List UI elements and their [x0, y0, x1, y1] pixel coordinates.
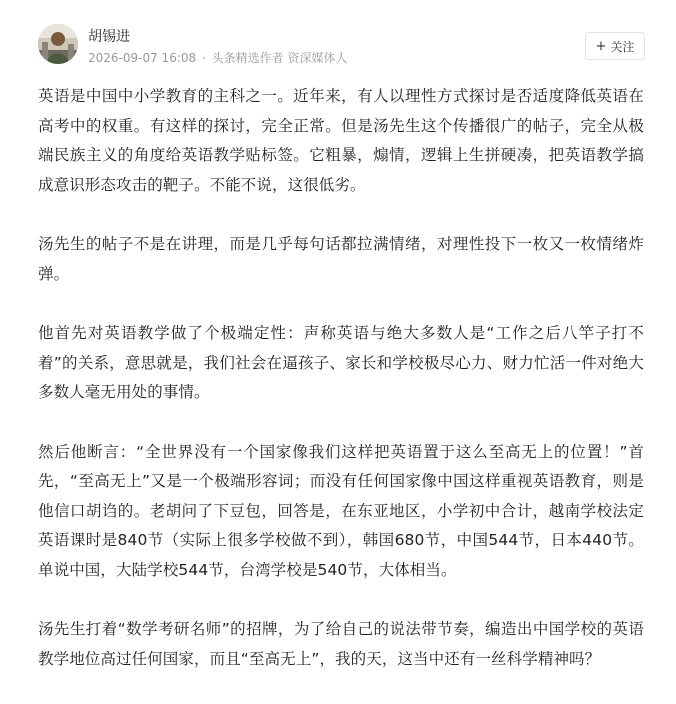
follow-label: 关注 — [610, 39, 635, 54]
article-paragraph: 汤先生的帖子不是在讲理，而是几乎每句话都拉满情绪，对理性投下一枚又一枚情绪炸弹。 — [38, 235, 644, 283]
publish-date: 2026-09-07 16:08 — [88, 51, 197, 65]
article-paragraph: 然后他断言：“全世界没有一个国家像我们这样把英语置于这么至高无上的位置！”首先，“至高无上”又是一个极端形容词；而没有任何国家像中国这样重视英语教育，则是他信口胡诌的。老胡问了下豆包，回答是，在东亚地区，小学初中合计，越南学校法定英语课时是840节（实际上很多学校做不到），韩国680节，中国544节，日本440节。单说中国，大陆学校544节，台湾学校是540节，大体相当。 — [38, 442, 644, 579]
meta-separator: · — [201, 51, 206, 65]
follow-button[interactable] — [585, 32, 645, 60]
article-paragraph: 汤先生打着“数学考研名师”的招牌，为了给自己的说法带节奏，编造出中国学校的英语教学地位高过任何国家，而且“至高无上”，我的天，这当中还有一丝科学精神吗？ — [38, 620, 644, 668]
article-meta — [88, 50, 347, 66]
author-tags: 头条精选作者 资深媒体人 — [211, 51, 348, 65]
plus-icon: + — [595, 38, 607, 54]
article-body — [38, 82, 644, 704]
article-paragraph: 他首先对英语教学做了个极端定性：声称英语与绝大多数人是“工作之后八竿子打不着”的关系，意思就是，我们社会在逼孩子、家长和学校极尽心力、财力忙活一件对绝大多数人毫无用处的事情。 — [38, 324, 644, 401]
article-paragraph: 英语是中国中小学教育的主科之一。近年来，有人以理性方式探讨是否适度降低英语在高考中的权重。有这样的探讨，完全正常。但是汤先生这个传播很广的帖子，完全从极端民族主义的角度给英语教学贴标签。它粗暴，煽情，逻辑上生拼硬凑，把英语教学搞成意识形态攻击的靶子。不能不说，这很低劣。 — [38, 87, 644, 194]
author-avatar[interactable] — [38, 24, 78, 64]
author-name[interactable]: 胡锡进 — [88, 29, 130, 45]
article-header — [0, 0, 676, 80]
user-avatar-photo-icon — [38, 24, 78, 64]
